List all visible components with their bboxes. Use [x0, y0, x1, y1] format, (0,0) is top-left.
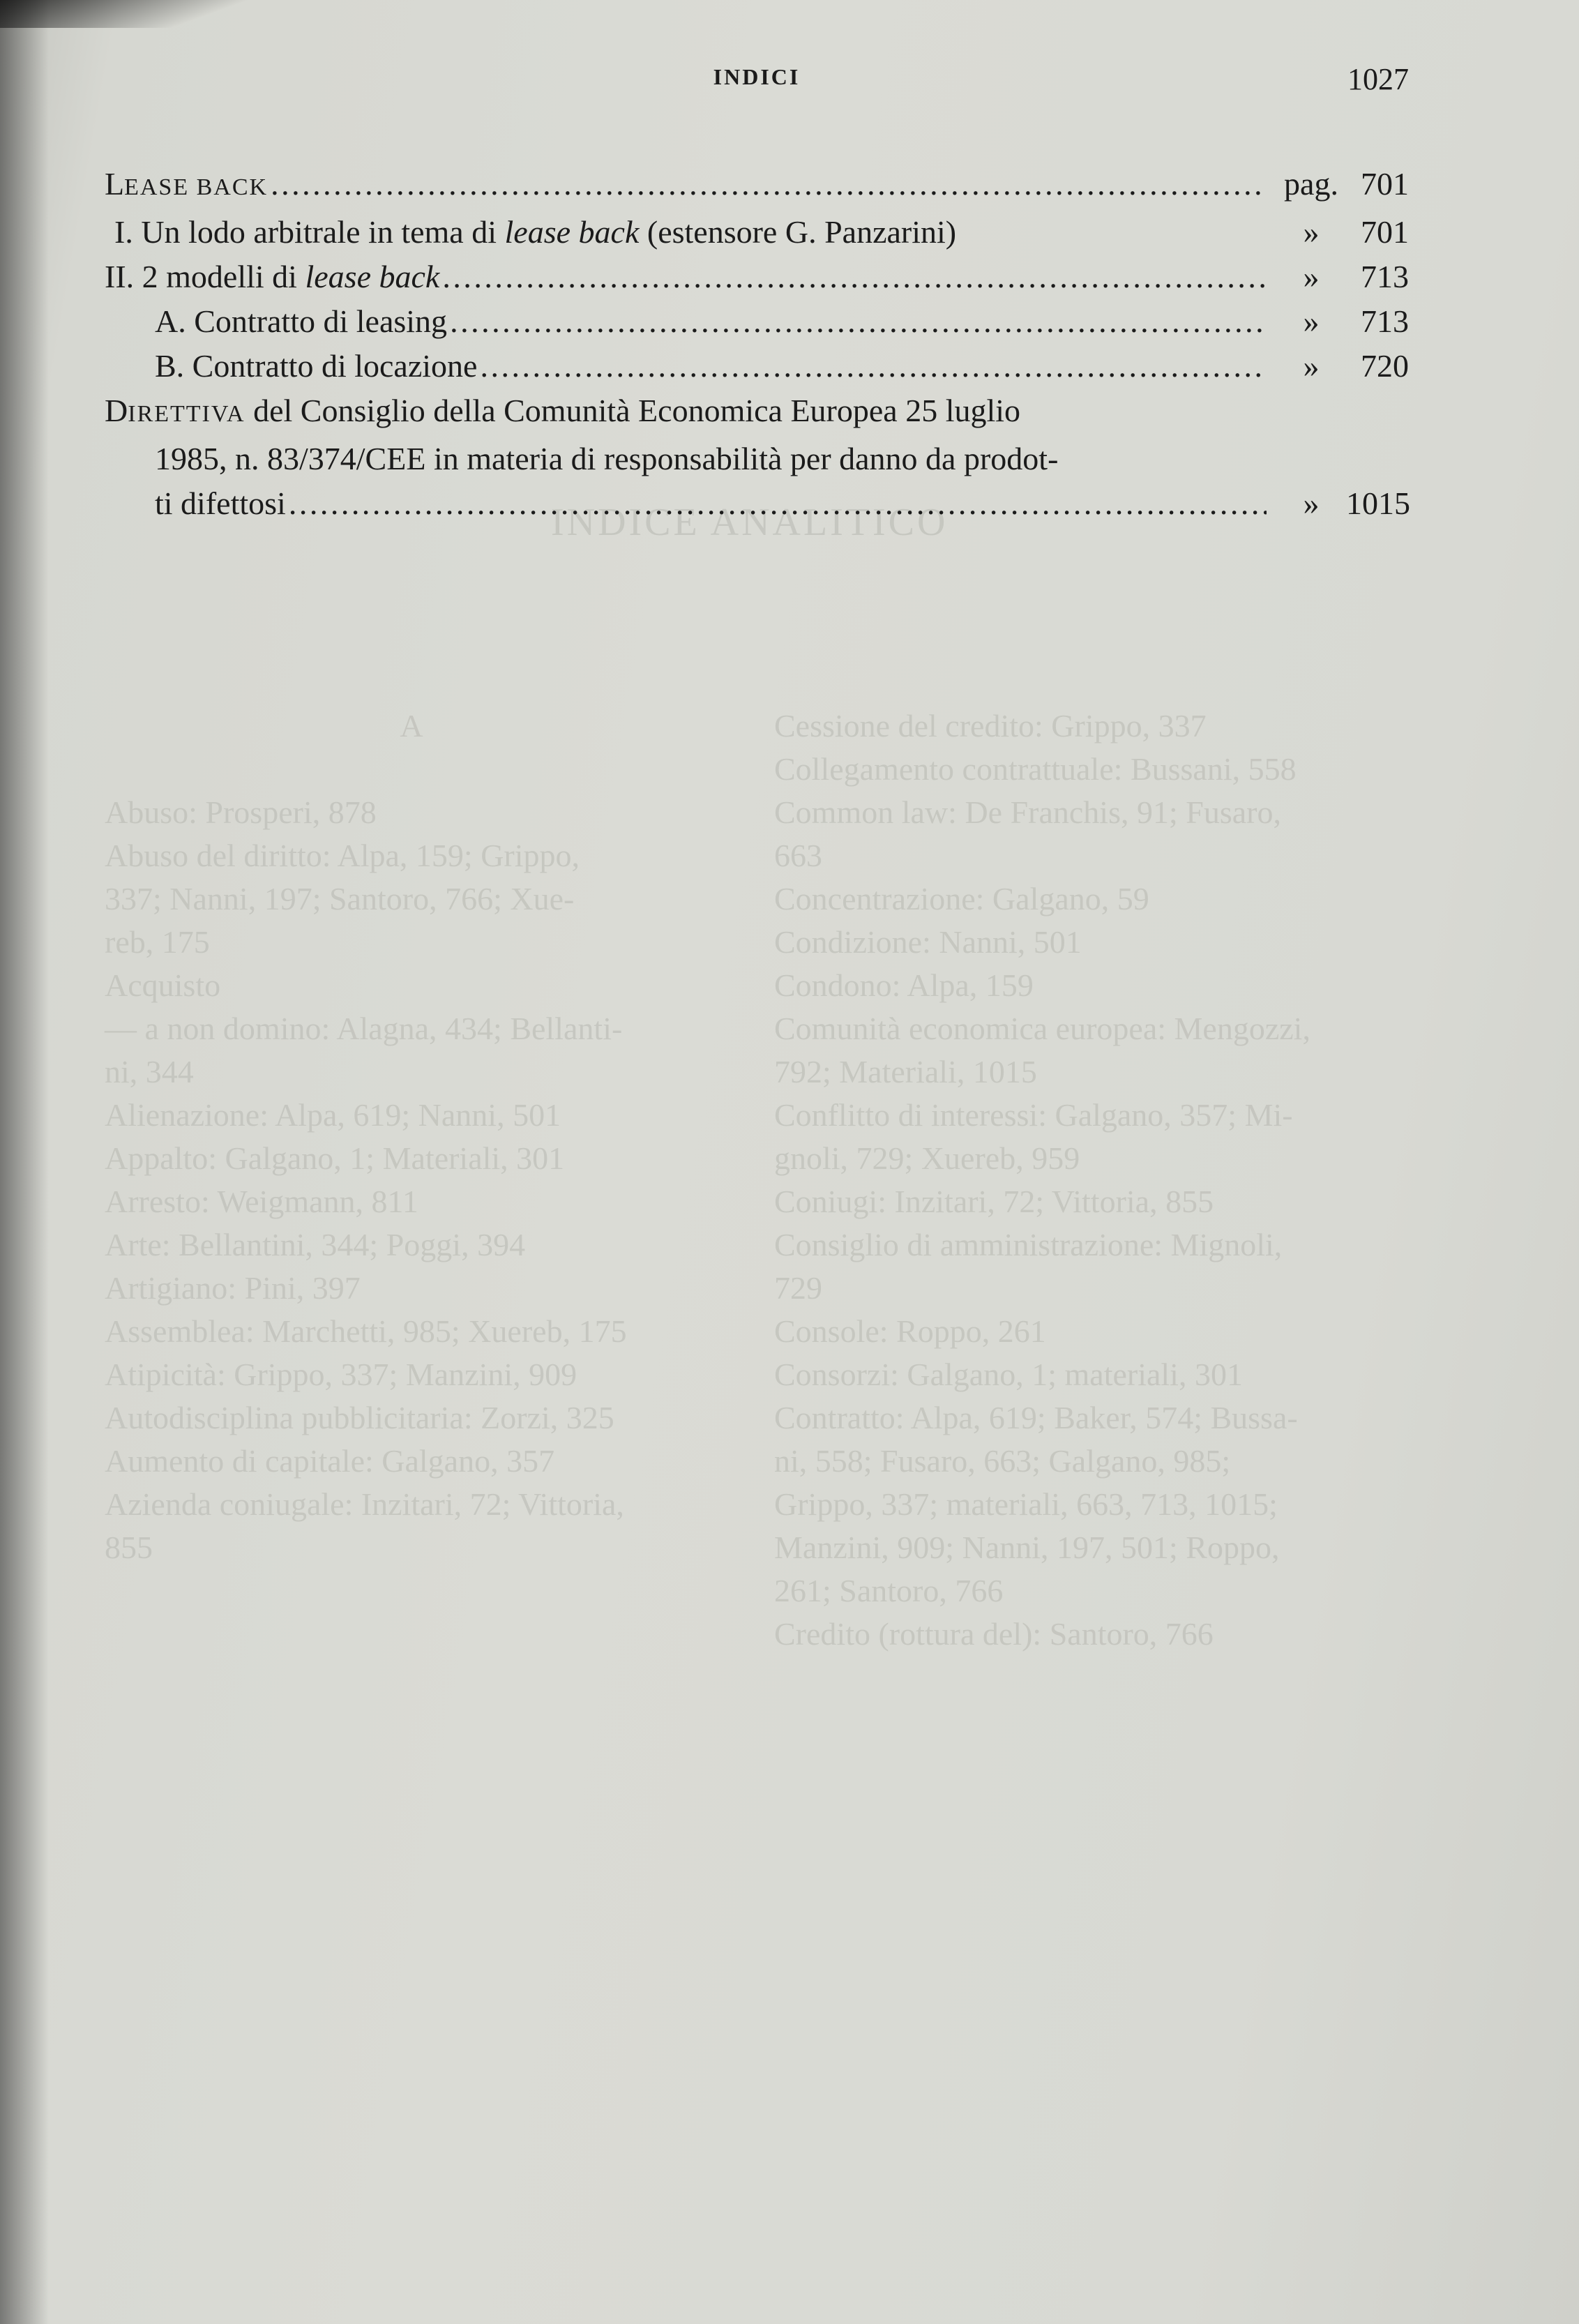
leader-dots — [450, 299, 1267, 344]
entry-title-line: DIRETTIVA del Consiglio della Comunità Economica Europea 25 luglio — [105, 393, 1021, 428]
bleed-through-line: Conflitto di interessi: Galgano, 357; Mi- — [774, 1097, 1293, 1133]
entry-title-line: 1985, n. 83/374/CEE in materia di responsabilità per danno da prodot- — [155, 441, 1059, 476]
ditto-mark: » — [1303, 214, 1320, 250]
bleed-through-line: 855 — [105, 1530, 153, 1565]
bleed-through-line: ni, 344 — [105, 1054, 194, 1089]
bleed-through-line: Concentrazione: Galgano, 59 — [774, 881, 1149, 916]
table-of-contents — [105, 162, 1409, 526]
ditto-mark: » — [1303, 485, 1320, 521]
bleed-through-line: Comunità economica europea: Mengozzi, — [774, 1011, 1310, 1046]
entry-title: I. Un lodo arbitrale in tema di lease back (estensore G. Panzarini) — [114, 214, 957, 250]
toc-entry-direttiva — [105, 388, 1409, 526]
bleed-through-line: Coniugi: Inzitari, 72; Vittoria, 855 — [774, 1184, 1214, 1219]
toc-entry-contratto-leasing — [105, 299, 1409, 344]
bleed-through-line: Contratto: Alpa, 619; Baker, 574; Bussa- — [774, 1400, 1298, 1435]
bleed-through-column-left — [105, 704, 718, 1569]
entry-page: 713 — [1361, 303, 1409, 339]
bleed-through-line: Cessione del credito: Grippo, 337 — [774, 708, 1207, 744]
leader-dots — [289, 481, 1267, 526]
ditto-mark: » — [1303, 259, 1320, 294]
bleed-through-line: gnoli, 729; Xuereb, 959 — [774, 1140, 1080, 1176]
entry-page: 1015 — [1346, 485, 1410, 521]
entry-title: II. 2 modelli di lease back — [105, 259, 440, 294]
bleed-through-line: 663 — [774, 838, 822, 873]
bleed-through-line: Arte: Bellantini, 344; Poggi, 394 — [105, 1227, 526, 1262]
entry-title: LEASE BACK — [105, 166, 269, 202]
bleed-through-line: Condizione: Nanni, 501 — [774, 924, 1082, 960]
bleed-through-line: Atipicità: Grippo, 337; Manzini, 909 — [105, 1357, 577, 1392]
bleed-through-line: 729 — [774, 1270, 822, 1306]
page-label: pag. — [1284, 166, 1338, 202]
bleed-through-line: Aumento di capitale: Galgano, 357 — [105, 1443, 555, 1479]
bleed-through-line: Acquisto — [105, 967, 221, 1003]
leader-dots — [480, 344, 1267, 388]
bleed-through-line: Appalto: Galgano, 1; Materiali, 301 — [105, 1140, 565, 1176]
page-number: 1027 — [1347, 62, 1409, 96]
bleed-through-line: Assemblea: Marchetti, 985; Xuereb, 175 — [105, 1313, 627, 1349]
bleed-through-line: Abuso: Prosperi, 878 — [105, 794, 377, 830]
bleed-through-line: Consiglio di amministrazione: Mignoli, — [774, 1227, 1283, 1262]
entry-page: 713 — [1361, 259, 1409, 294]
corner-shadow — [0, 0, 279, 28]
binding-shadow — [0, 0, 49, 2324]
bleed-through-line: 261; Santoro, 766 — [774, 1573, 1004, 1608]
entry-page: 701 — [1361, 214, 1409, 250]
toc-entry-modelli-lease-back — [105, 255, 1409, 299]
toc-entry-lease-back — [105, 162, 1409, 210]
bleed-through-line: Artigiano: Pini, 397 — [105, 1270, 361, 1306]
entry-title: B. Contratto di locazione — [155, 348, 478, 384]
entry-last-line — [105, 481, 1409, 526]
bleed-through-line: 337; Nanni, 197; Santoro, 766; Xue- — [105, 881, 575, 916]
bleed-through-line: Manzini, 909; Nanni, 197, 501; Roppo, — [774, 1530, 1280, 1565]
toc-entry-contratto-locazione — [105, 344, 1409, 388]
bleed-through-line: Abuso del diritto: Alpa, 159; Grippo, — [105, 838, 580, 873]
bleed-through-line: Consorzi: Galgano, 1; materiali, 301 — [774, 1357, 1243, 1392]
bleed-through-line: Grippo, 337; materiali, 663, 713, 1015; — [774, 1486, 1278, 1522]
bleed-through-line: Console: Roppo, 261 — [774, 1313, 1046, 1349]
bleed-through-line: ni, 558; Fusaro, 663; Galgano, 985; — [774, 1443, 1231, 1479]
leader-dots — [271, 162, 1267, 206]
bleed-through-line: Condono: Alpa, 159 — [774, 967, 1034, 1003]
bleed-through-line: Arresto: Weigmann, 811 — [105, 1184, 418, 1219]
entry-page: 720 — [1361, 348, 1409, 384]
ditto-mark: » — [1303, 303, 1320, 339]
toc-entry-lodo-arbitrale — [105, 210, 1409, 255]
page-header — [105, 57, 1409, 106]
bleed-through-column-right — [774, 704, 1310, 1656]
bleed-through-title: INDICE ANALITICO — [551, 501, 949, 544]
bleed-through-line: Azienda coniugale: Inzitari, 72; Vittoria, — [105, 1486, 624, 1522]
bleed-through-line: Credito (rottura del): Santoro, 766 — [774, 1616, 1214, 1652]
bleed-through-line: Alienazione: Alpa, 619; Nanni, 501 — [105, 1097, 561, 1133]
bleed-through-line: — a non domino: Alagna, 434; Bellanti- — [105, 1011, 623, 1046]
bleed-through-line: Autodisciplina pubblicitaria: Zorzi, 325 — [105, 1400, 614, 1435]
bleed-through-line: reb, 175 — [105, 924, 210, 960]
bleed-through-line: Common law: De Franchis, 91; Fusaro, — [774, 794, 1281, 830]
entry-title: ti difettosi — [155, 485, 286, 521]
leader-dots — [442, 255, 1267, 299]
bleed-through-line: Collegamento contrattuale: Bussani, 558 — [774, 751, 1297, 787]
running-title: INDICI — [713, 64, 801, 89]
entry-title: A. Contratto di leasing — [155, 303, 448, 339]
bleed-through-heading: A — [400, 708, 423, 744]
ditto-mark: » — [1303, 348, 1320, 384]
bleed-through-line: 792; Materiali, 1015 — [774, 1054, 1037, 1089]
entry-page: 701 — [1361, 166, 1409, 202]
